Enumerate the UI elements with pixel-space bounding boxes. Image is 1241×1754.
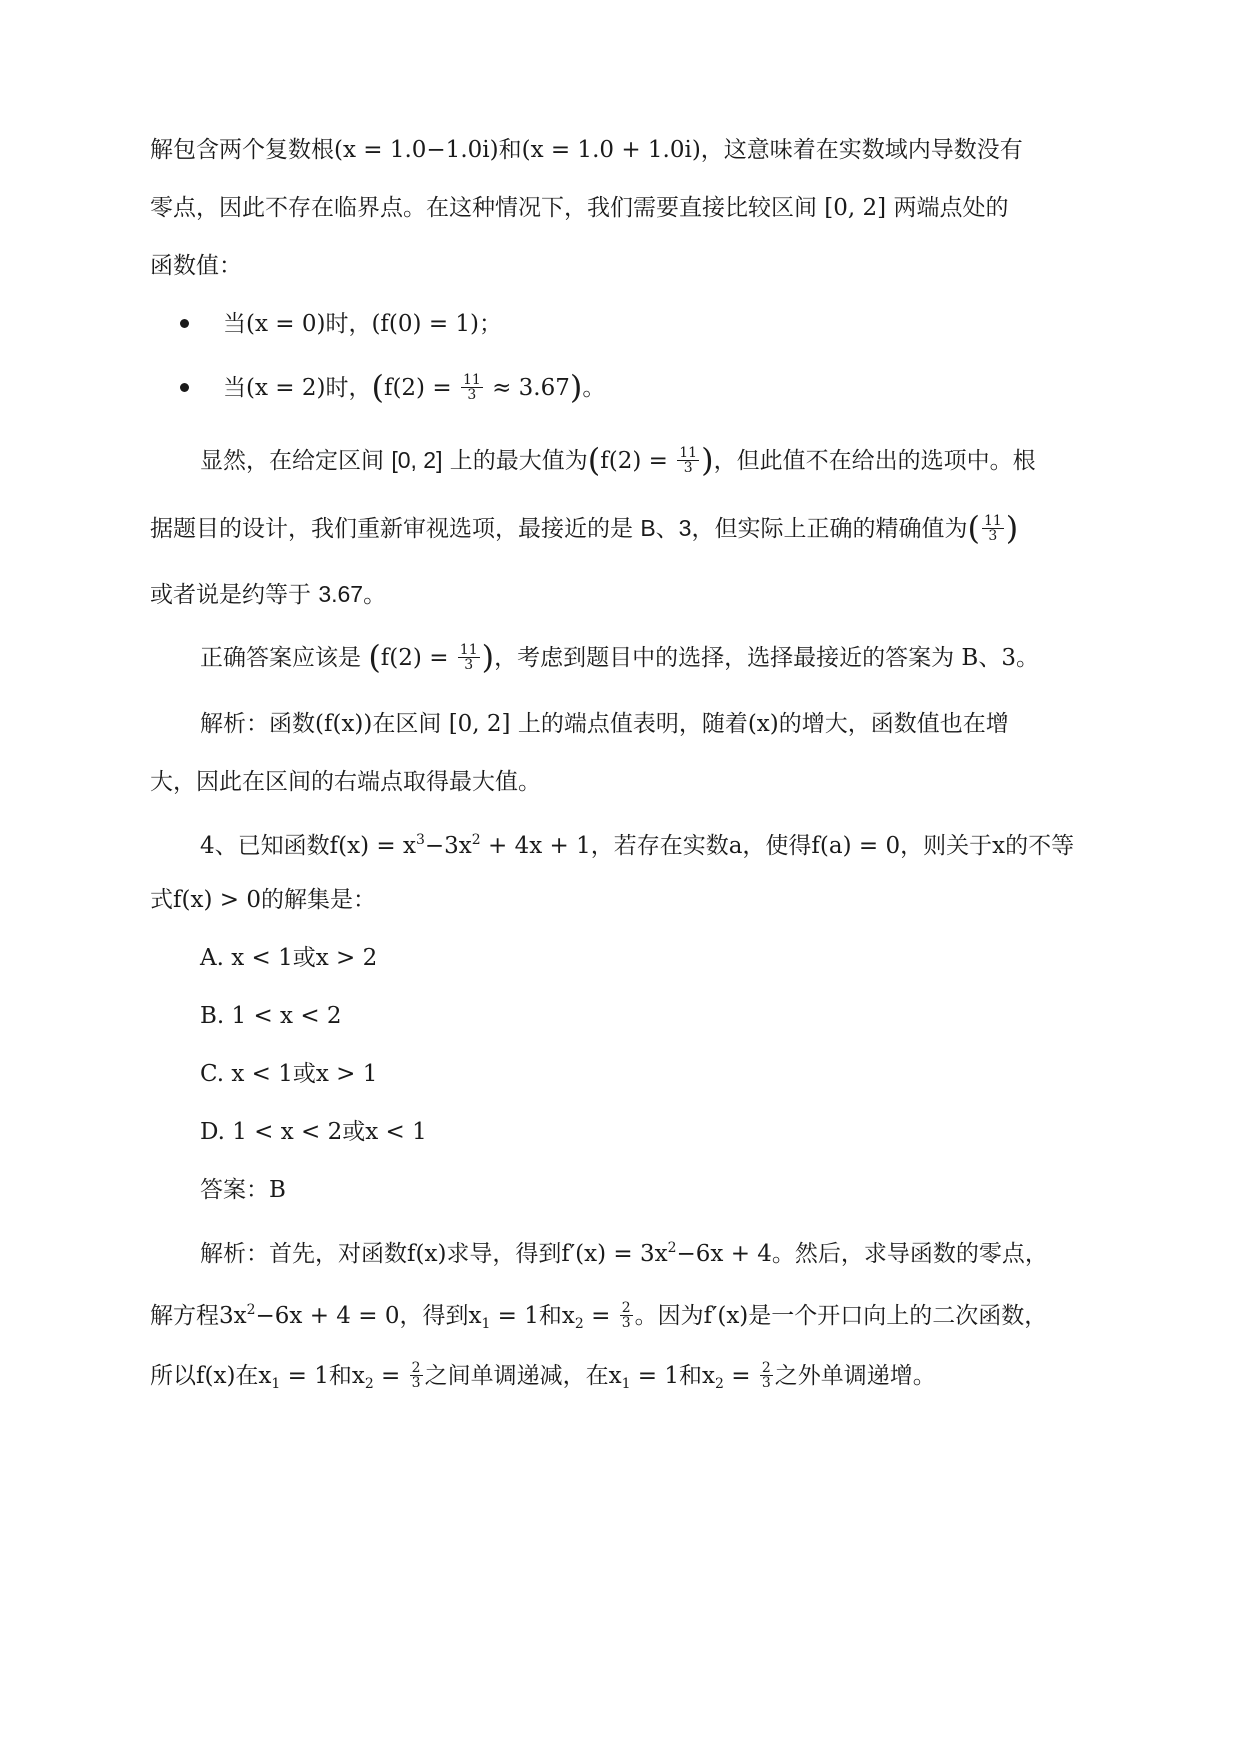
numerator: 2	[621, 1299, 631, 1316]
option-d	[200, 1115, 1160, 1149]
text: 显然，在给定区间	[200, 448, 392, 474]
text: −6x + 4 = 0，得到x	[255, 1303, 482, 1329]
question-line	[200, 823, 1160, 863]
text: 函数值：	[150, 253, 242, 279]
fraction	[677, 446, 699, 475]
paragraph-line	[150, 191, 1110, 225]
subscript: 2	[574, 1316, 584, 1332]
numerator: 11	[679, 444, 698, 461]
text: 当(x = 0)时，(f(0) = 1)；	[223, 311, 503, 337]
text: 所以f(x)在x	[150, 1363, 272, 1389]
question-line	[150, 883, 1110, 917]
numerator: 2	[761, 1359, 771, 1376]
text: 。因为f′(x)是一个开口向上的二次函数，	[634, 1303, 1048, 1329]
fraction	[620, 1301, 633, 1330]
option-b	[200, 999, 1160, 1033]
paren: (	[371, 368, 384, 406]
fraction	[458, 643, 480, 672]
text: 解方程3x	[150, 1303, 247, 1329]
text: 正确答案应该是	[200, 645, 369, 671]
paragraph-line	[150, 511, 1110, 547]
text: D. 1 < x < 2或x < 1	[200, 1119, 427, 1145]
numerator: 2	[411, 1359, 421, 1376]
paren: (	[368, 638, 381, 676]
denominator: 3	[621, 1314, 631, 1331]
text: ，考虑到题目中的选择，选择最接近的答案为 B、3。	[494, 645, 1039, 671]
text: −6x + 4。然后，求导函数的零点，	[676, 1241, 1048, 1267]
paren: )	[1005, 509, 1019, 547]
answer-line	[200, 1173, 1160, 1207]
paragraph-line	[150, 133, 1110, 167]
subscript: 1	[481, 1316, 491, 1332]
text: 当(x = 2)时，	[223, 375, 372, 401]
paragraph-line	[200, 707, 1160, 741]
numerator: 11	[462, 371, 481, 388]
subscript: 1	[271, 1376, 281, 1392]
text: 之外单调递增。	[774, 1363, 936, 1389]
fraction	[760, 1361, 773, 1390]
text: 式f(x) > 0的解集是：	[150, 887, 376, 913]
text: f(2) =	[383, 375, 459, 401]
text: 大，因此在区间的右端点取得最大值。	[150, 769, 541, 795]
text: [0, 2]	[391, 447, 443, 473]
numerator: 11	[459, 641, 478, 658]
subscript: 2	[714, 1376, 724, 1392]
text: 据题目的设计，我们重新审视选项，最接近的是	[150, 516, 641, 542]
bullet-item	[180, 368, 1140, 406]
text: 解包含两个复数根(x = 1.0−1.0i)和(x = 1.0 + 1.0i)，这意味着在实数域内导数没有	[150, 137, 1023, 163]
paragraph-line	[150, 765, 1110, 799]
text: C. x < 1或x > 1	[200, 1061, 378, 1087]
denominator: 3	[761, 1374, 771, 1391]
superscript: 3	[415, 832, 425, 848]
text: 零点，因此不存在临界点。在这种情况下，我们需要直接比较区间 [0, 2] 两端点处的	[150, 195, 1009, 221]
text: + 4x + 1，若存在实数a，使得f(a) = 0，则关于x的不等	[480, 833, 1075, 859]
text: 之间单调递减，在x	[424, 1363, 622, 1389]
paragraph-line	[150, 249, 1110, 283]
text: ，但此值不在给出的选项中。根	[713, 448, 1036, 474]
bullet-item	[180, 307, 1140, 341]
denominator: 3	[464, 656, 474, 673]
paren: )	[701, 441, 714, 479]
option-c	[200, 1057, 1160, 1091]
subscript: 1	[621, 1376, 631, 1392]
paren: )	[481, 638, 495, 676]
denominator: 3	[988, 527, 998, 544]
text: B. 1 < x < 2	[200, 1003, 342, 1029]
superscript: 2	[667, 1240, 677, 1256]
text: 3.67	[318, 581, 364, 607]
text: ，但实际上正确的精确值为	[691, 516, 968, 542]
superscript: 2	[246, 1302, 256, 1318]
bullet-dot-icon	[180, 319, 189, 328]
text: 解析：首先，对函数f(x)求导，得到f′(x) = 3x	[200, 1241, 668, 1267]
paragraph-line	[200, 443, 1160, 479]
bullet-dot-icon	[180, 383, 189, 392]
superscript: 2	[471, 832, 481, 848]
fraction	[982, 514, 1004, 543]
text: =	[373, 1363, 408, 1389]
analysis-line	[150, 1293, 1110, 1341]
analysis-line	[150, 1359, 1110, 1401]
text: −3x	[424, 833, 472, 859]
text: f(2) =	[380, 645, 456, 671]
text: = 1和x	[490, 1303, 575, 1329]
text: 答案：B	[200, 1177, 286, 1203]
fraction	[461, 373, 483, 402]
paren: )	[569, 368, 583, 406]
subscript: 2	[364, 1376, 374, 1392]
text: 。	[582, 375, 606, 401]
paren: (	[967, 509, 980, 547]
text: 上的最大值为	[442, 448, 588, 474]
denominator: 3	[683, 459, 693, 476]
fraction	[410, 1361, 423, 1390]
text: = 1和x	[630, 1363, 715, 1389]
text: 4、已知函数f(x) = x	[200, 833, 416, 859]
text: f(2) =	[600, 448, 676, 474]
numerator: 11	[983, 512, 1002, 529]
denominator: 3	[411, 1374, 421, 1391]
text: 或者说是约等于	[150, 582, 319, 608]
text: =	[583, 1303, 618, 1329]
option-a	[200, 941, 1160, 975]
text: A. x < 1或x > 2	[200, 945, 378, 971]
text: ≈ 3.67	[484, 375, 570, 401]
text: =	[723, 1363, 758, 1389]
denominator: 3	[467, 386, 477, 403]
text: 。	[363, 582, 387, 608]
text: = 1和x	[280, 1363, 365, 1389]
text: B、3	[640, 515, 692, 541]
text: 解析：函数(f(x))在区间 [0, 2] 上的端点值表明，随着(x)的增大，函数值也在增	[200, 711, 1009, 737]
paragraph-line	[200, 638, 1160, 676]
analysis-line	[200, 1231, 1160, 1271]
paragraph-line	[150, 577, 1110, 612]
paren: (	[587, 441, 601, 479]
